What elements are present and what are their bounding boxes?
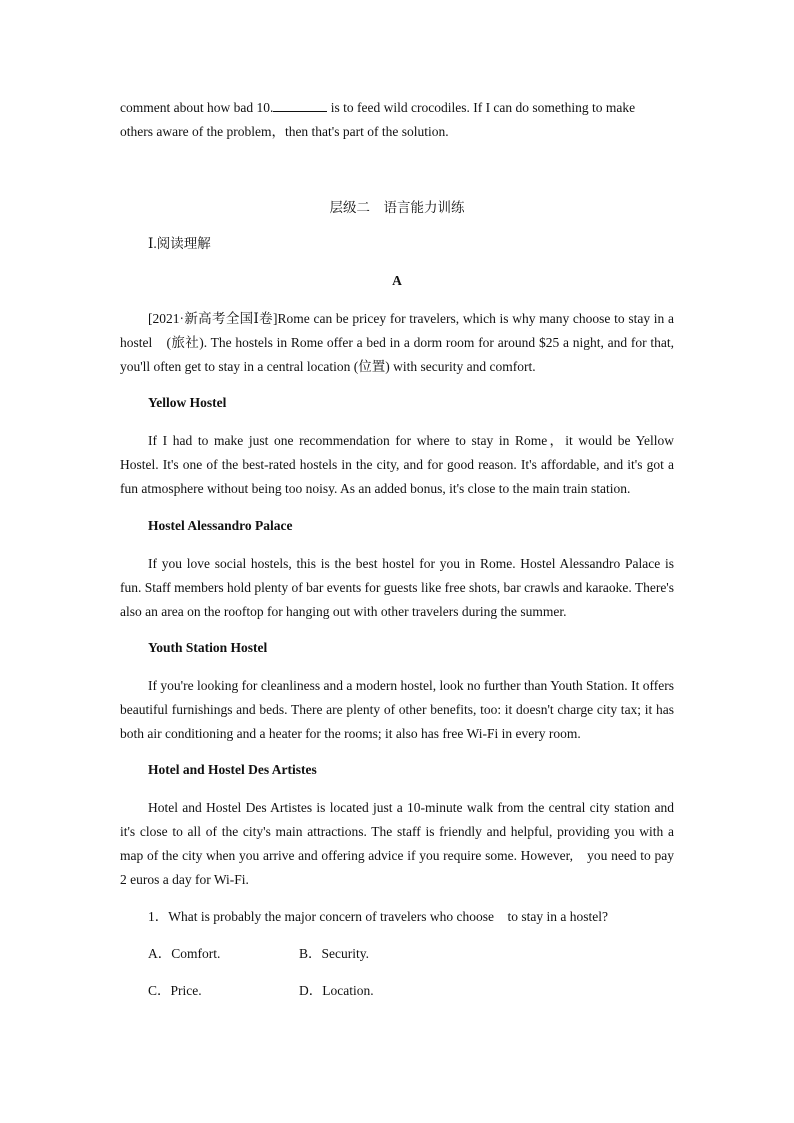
option-c: C．Price.: [148, 983, 202, 998]
hostel-heading-alessandro: Hostel Alessandro Palace: [148, 518, 293, 533]
hostel-text-yellow: If I had to make just one recommendation for where to stay in Rome，it would be Yellow Hostel. It's one of the best-rated hostels in the city, and for good reason. It's affordable, and it's got a fun atmosphere without being too noisy. As an added bonus, it's close to the main train station.: [120, 433, 674, 496]
level-title: 层级二 语言能力训练: [329, 200, 465, 215]
hostel-text-youth-station: If you're looking for cleanliness and a modern hostel, look no further than Youth Station. It offers beautiful furnishings and beds. There are plenty of other benefits, too: it doesn't charge city tax; it has both air conditioning and a heater for the rooms; it also has free Wi-Fi in every room.: [120, 678, 674, 741]
section-title: Ⅰ.阅读理解: [148, 236, 211, 251]
hostel-text-des-artistes: Hotel and Hostel Des Artistes is located just a 10-minute walk from the central city station and it's close to all of the city's main attractions. The staff is friendly and helpful, providing you with a map of the city when you arrive and offering advice if you require some. However, you need to pay 2 euros a day for Wi-Fi.: [120, 800, 674, 887]
question-1: 1．What is probably the major concern of travelers who choose to stay in a hostel?: [148, 909, 608, 924]
option-a: A．Comfort.: [148, 946, 221, 961]
hostel-heading-youth-station: Youth Station Hostel: [148, 640, 268, 655]
hostel-paragraph-youth-station: [120, 674, 674, 746]
intro-paragraph: [120, 307, 674, 379]
top-paragraph-line-2: others aware of the problem，then that's part of the solution.: [120, 124, 449, 139]
option-b: B．Security.: [299, 946, 369, 961]
top-paragraph-line-1: [120, 98, 674, 118]
passage-letter: A: [392, 273, 402, 288]
hostel-heading-des-artistes: Hotel and Hostel Des Artistes: [148, 762, 317, 777]
top-paragraph-line1-before: comment about how bad 10.: [120, 100, 274, 115]
option-d: D．Location.: [299, 983, 374, 998]
hostel-text-alessandro: If you love social hostels, this is the best hostel for you in Rome. Hostel Alessandro Palace is fun. Staff members hold plenty of bar events for guests like free shots, bar crawls and karaoke. There's also an area on the rooftop for hanging out with other travelers during the summer.: [120, 556, 674, 619]
top-paragraph-line1-after: is to feed wild crocodiles. If I can do something to make: [327, 100, 636, 115]
intro-text: [2021·新高考全国Ⅰ卷]Rome can be pricey for travelers, which is why many choose to stay in a hostel (旅社). The hostels in Rome offer a bed in a dorm room for around $25 a night, and for that, you'll often get to stay in a central location (位置) with security and comfort.: [120, 311, 674, 374]
hostel-paragraph-alessandro: [120, 552, 674, 624]
answer-blank-10: [273, 99, 327, 112]
hostel-heading-yellow: Yellow Hostel: [148, 395, 227, 410]
hostel-paragraph-yellow: [120, 429, 674, 501]
hostel-paragraph-des-artistes: [120, 796, 674, 892]
